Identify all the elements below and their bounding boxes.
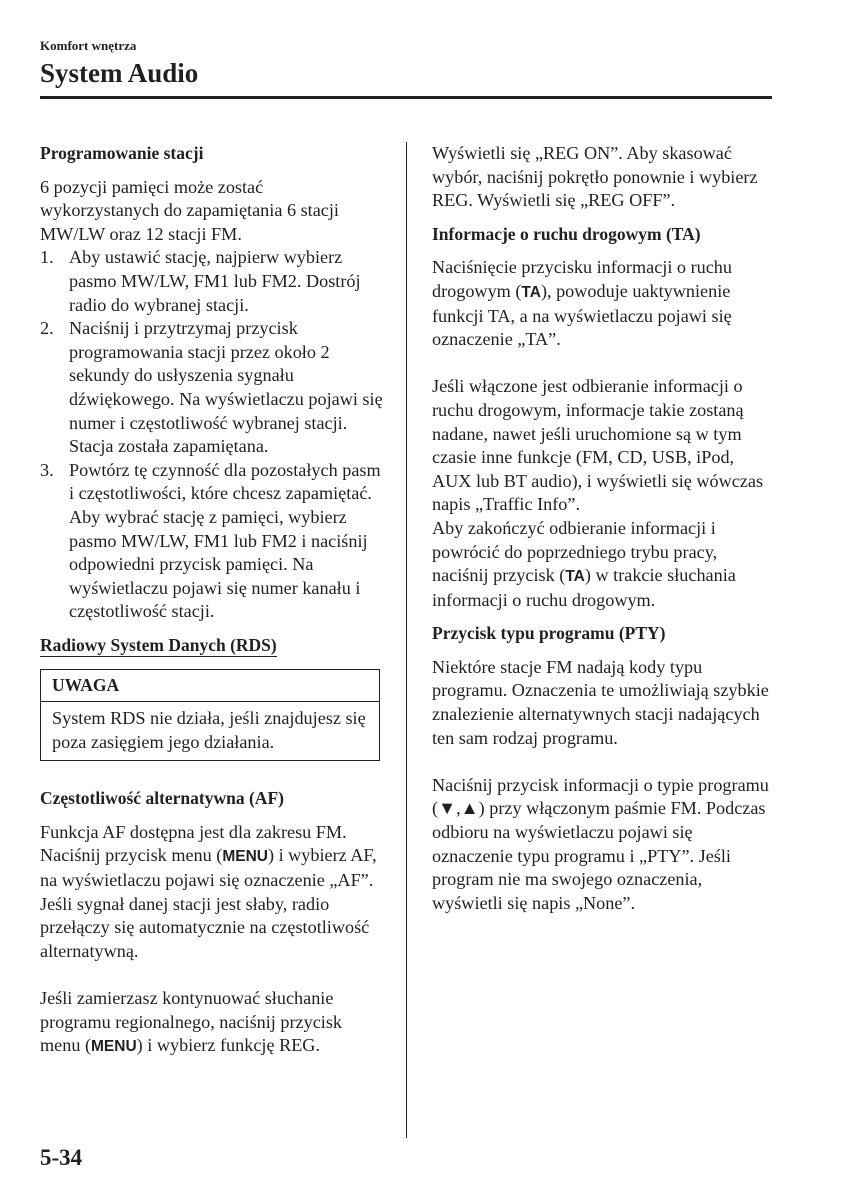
step-text: Powtórz tę czynność dla pozostałych pasm i częstotliwości, które chcesz zapamiętać. Aby wybrać stację z pamięci, wybierz pasmo MW/LW, FM1 lub FM2 i naciśnij odpowiedni przycisk pamięci. Na wyświetlaczu pojawi się numer kanału i częstotliwość stacji.	[69, 459, 381, 622]
header-rule	[40, 96, 772, 99]
step-number: 2.	[40, 318, 54, 339]
ta-paragraph-2: Jeśli włączone jest odbieranie informacji o ruchu drogowym, informacje takie zostaną nadane, nawet jeśli uruchomione są w tym czasie inne funkcje (FM, CD, USB, iPod, AUX lub BT audio), i wyświetli się wówczas napis „Traffic Info”.	[432, 376, 764, 515]
ta-button-label: TA	[565, 568, 585, 586]
pty-heading: Przycisk typu programu (PTY)	[432, 623, 666, 644]
step-text: Naciśnij i przytrzymaj przycisk programowania stacji przez około 2 sekundy do usłyszenia sygnału dźwiękowego. Na wyświetlaczu pojawi się numer i częstotliwość wybranej stacji. Stacja została zapamiętana.	[69, 318, 383, 457]
column-divider	[406, 142, 407, 1138]
list-item	[40, 246, 385, 317]
note-text: System RDS nie działa, jeśli znajdujesz się poza zasięgiem jego działania.	[52, 708, 366, 752]
pty-paragraph-2: Naciśnij przycisk informacji o typie programu (▼,▲) przy włączonym paśmie FM. Podczas odbioru na wyświetlaczu pojawi się oznaczenie typu programu i „PTY”. Jeśli program nie ma swojego oznaczenia, wyświetli się napis „None”.	[432, 774, 769, 913]
pty-paragraph-1: Niektóre stacje FM nadają kody typu programu. Oznaczenia te umożliwiają szybkie znalezienie alternatywnych stacji nadających ten sam rodzaj programu.	[432, 656, 769, 748]
right-column	[432, 142, 777, 915]
rds-heading: Radiowy System Danych (RDS)	[40, 634, 277, 655]
list-item	[40, 459, 385, 624]
af-paragraph-2: Jeśli zamierzasz kontynuować słuchanie programu regionalnego, naciśnij przycisk menu (MENU) i wybierz funkcję REG.	[40, 988, 343, 1056]
step-number: 1.	[40, 247, 54, 268]
ta-paragraph-3: Aby zakończyć odbieranie informacji i powrócić do poprzedniego trybu pracy, naciśnij przycisk (TA) w trakcie słuchania informacji o ruchu drogowym.	[432, 517, 736, 610]
pty-arrows-label: ▼,▲	[438, 798, 479, 819]
programming-intro: 6 pozycji pamięci może zostać wykorzystanych do zapamiętania 6 stacji MW/LW oraz 12 stacji FM.	[40, 176, 339, 244]
page-title: System Audio	[40, 58, 199, 88]
ta-button-label: TA	[521, 283, 541, 301]
note-title: UWAGA	[41, 670, 379, 702]
section-label: Komfort wnętrza	[40, 38, 137, 53]
step-number: 3.	[40, 459, 54, 480]
reg-paragraph: Wyświetli się „REG ON”. Aby skasować wybór, naciśnij pokrętło ponownie i wybierz REG. Wyświetli się „REG OFF”.	[432, 143, 758, 211]
left-column	[40, 142, 385, 1059]
menu-button-label: MENU	[91, 1038, 137, 1056]
af-paragraph-1: Funkcja AF dostępna jest dla zakresu FM. Naciśnij przycisk menu (MENU) i wybierz AF, na wyświetlaczu pojawi się oznaczenie „AF”. Jeśli sygnał danej stacji jest słaby, radio przełączy się automatycznie na częstotliwość alternatywną.	[40, 821, 377, 961]
page-number: 5-34	[40, 1145, 83, 1170]
af-heading: Częstotliwość alternatywna (AF)	[40, 788, 284, 809]
menu-button-label: MENU	[222, 848, 268, 866]
list-item	[40, 317, 385, 459]
programming-steps	[40, 246, 385, 624]
step-text: Aby ustawić stację, najpierw wybierz pasmo MW/LW, FM1 lub FM2. Dostrój radio do wybranej stacji.	[69, 247, 361, 315]
ta-paragraph-1: Naciśnięcie przycisku informacji o ruchu drogowym (TA), powoduje uaktywnienie funkcji TA, a na wyświetlaczu pojawi się oznaczenie „TA”.	[432, 257, 732, 350]
programming-heading: Programowanie stacji	[40, 143, 204, 163]
note-box	[40, 669, 380, 761]
ta-heading: Informacje o ruchu drogowym (TA)	[432, 223, 701, 244]
